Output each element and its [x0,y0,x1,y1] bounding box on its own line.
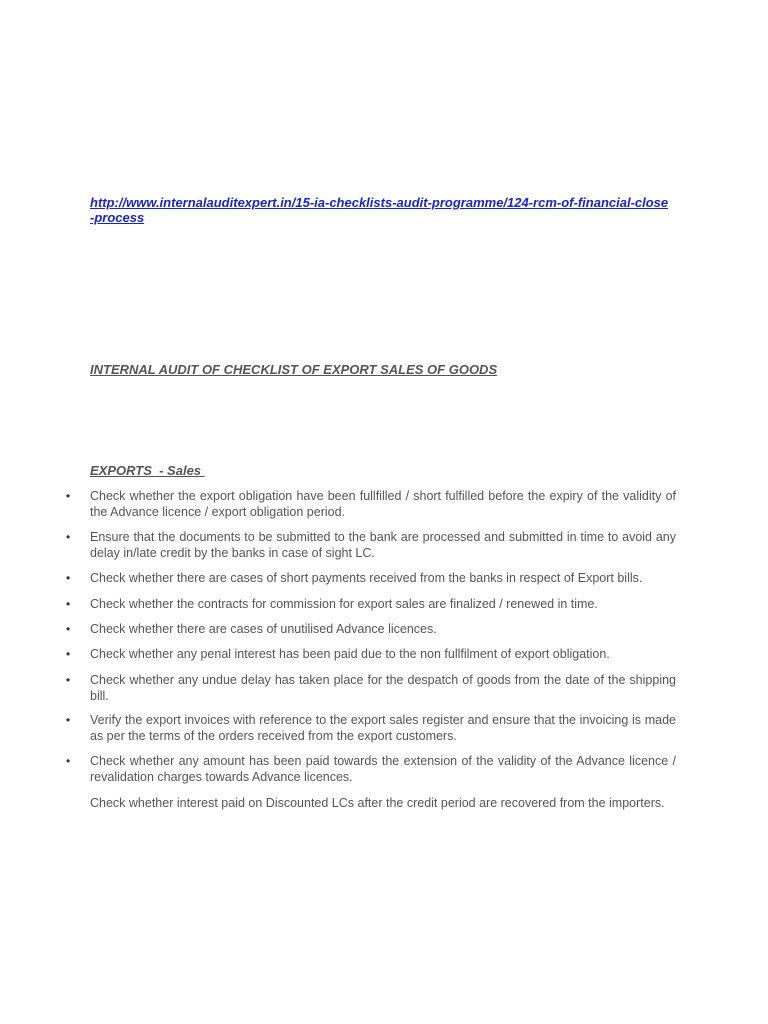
list-item [66,488,676,520]
list-item-text: Check whether there are cases of unutilised Advance licences. [90,622,437,636]
list-item-text: Check whether any amount has been paid towards the extension of the validity of the Advance licence / revalidation charges towards Advance licences. [90,754,676,784]
reference-link[interactable]: http://www.internalauditexpert.in/15-ia-checklists-audit-programme/124-rcm-of-financial-close-process [90,195,669,225]
list-item [66,529,676,561]
document-title: INTERNAL AUDIT OF CHECKLIST OF EXPORT SALES OF GOODS [90,362,498,377]
list-item [66,646,676,662]
section-heading: EXPORTS - Sales [90,463,205,478]
bullet-icon: • [66,713,71,727]
list-item [66,753,676,785]
list-item [66,672,676,704]
list-item [66,621,676,637]
bullet-icon: • [66,622,71,636]
bullet-icon: • [66,647,71,661]
list-item [66,596,676,612]
bullet-icon: • [66,530,71,544]
list-item-text: Check whether the contracts for commission for export sales are finalized / renewed in time. [90,597,598,611]
list-item-text: Check whether there are cases of short payments received from the banks in respect of Export bills. [90,571,643,585]
list-item-text: Check whether any penal interest has been paid due to the non fullfilment of export obligation. [90,647,610,661]
bullet-icon: • [66,489,71,503]
list-item [66,570,676,586]
bullet-icon: • [66,571,71,585]
bullet-icon: • [66,754,71,768]
list-item-text: Check whether the export obligation have been fullfilled / short fulfilled before the expiry of the validity of the Advance licence / export obligation period. [90,489,676,519]
final-paragraph: Check whether interest paid on Discounted LCs after the credit period are recovered from the importers. [90,796,665,810]
list-item-text: Check whether any undue delay has taken place for the despatch of goods from the date of the shipping bill. [90,673,676,703]
list-item-text: Ensure that the documents to be submitted to the bank are processed and submitted in time to avoid any delay in/late credit by the banks in case of sight LC. [90,530,676,560]
list-item [66,712,676,744]
list-item-text: Verify the export invoices with reference to the export sales register and ensure that the invoicing is made as per the terms of the orders received from the export customers. [90,713,676,743]
bullet-icon: • [66,597,71,611]
bullet-icon: • [66,673,71,687]
